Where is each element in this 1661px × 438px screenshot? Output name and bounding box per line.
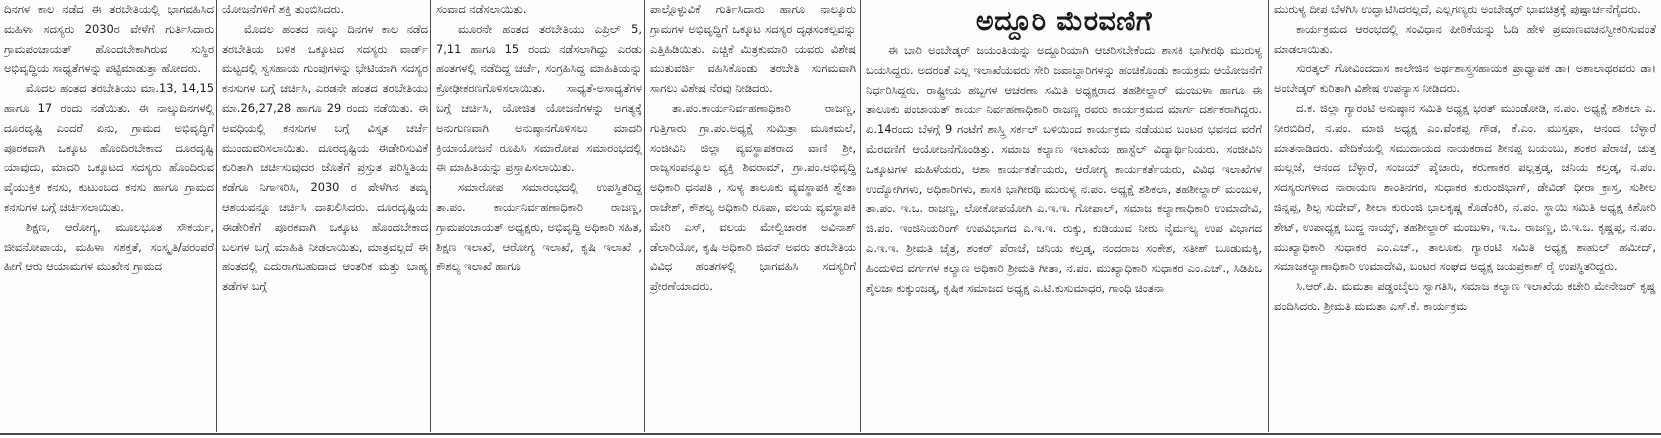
article-column-2 bbox=[222, 0, 428, 434]
paragraph: ಶಿಕ್ಷಣ, ಆರೋಗ್ಯ, ಮೂಲಭೂತ ಸೌಕರ್ಯ, ಜೀವನೋಪಾಯ, ಮಹಿಳಾ ಸಶಕ್ತತೆ, ಸಂಸ್ಕೃತಿ/ಪರಂಪರೆ ಹೀಗೆ ಆರು ಆಯಾಮಗಳ ಮುಖೇನ ಗ್ರಾಮದ bbox=[4, 219, 214, 274]
paragraph: ಸಂವಾದ ನಡೆಸಲಾಯಿತು. bbox=[436, 2, 527, 16]
article-column-1 bbox=[4, 0, 214, 434]
paragraph: ಪಾಲ್ಗೊಳ್ಳುವಿಕೆ ಗುರ್ತಿಸಿದಾರು ಹಾಗೂ ನಾಲ್ಕೂರು ಗ್ರಾಮಗಳ ಅಭಿವೃದ್ಧಿಗೆ ಒಕ್ಕೂಟ ಸದಸ್ಯರ ದೃಢಸಂಕಲ್ಪವನ್ನು ಎತ್ತಿಹಿಡಿಯಿತು. ಎಚ್ಚಿಕೆ ಮಿತ್ರಕುಮಾರಿ ಯವರು ವಿಶೇಷ ಮುತುವರ್ಜಿ ವಹಿಸಿಕೊಂಡು ತರಬೇತಿ ಸುಗಮವಾಗಿ ಸಾಗಲು ವಿಶೇಷ ನೆರವು ನೀಡಿದರು. bbox=[650, 2, 856, 96]
headline: ಅದ್ದೂರಿ ಮೆರವಣಿಗೆ bbox=[975, 6, 1153, 37]
paragraph: ಸುರತ್ಕಲ್ ಗೋವಿಂದದಾಸ ಕಾಲೇಜಿನ ಅರ್ಥಶಾಸ್ತ್ರಸಹಾಯಕ ಪ್ರಾಧ್ಯಾಪಕ ಡಾ। ಅಶಾಲಾಥರವರು ಡಾ। ಅಂಬೇಡ್ಕರ್ ಕುರಿತಾಗಿ ವಿಶೇಷ ಉಪನ್ಯಾಸ ನೀಡಿದರು. bbox=[1274, 61, 1656, 96]
paragraph: ಸಿ.ಆರ್.ಪಿ. ಮಮತಾ ಪಡ್ಡಂಬೈಲು ಸ್ವಾಗತಿಸಿ, ಸಮಾಜ ಕಲ್ಯಾಣ ಇಲಾಖೆಯ ಕಚೇರಿ ಮೇನೇಜರ್ ಕೃಷ್ಣ ವಂದಿಸಿದರು. ಶ್ರೀಮತಿ ಮಮತಾ ಎಸ್.ಕೆ. ಕಾರ್ಯಕ್ರಮ bbox=[1274, 279, 1656, 313]
paragraph: ಈ ಬಾರಿ ಅಂಬೇಡ್ಕರ್ ಜಯಂತಿಯನ್ನು ಅದ್ದೂರಿಯಾಗಿ ಆಚರಿಸಬೇಕೆಂದು ಶಾಸಕಿ ಭಾಗೀರಥಿ ಮುರುಳ್ಯ ಬಯಸಿದ್ದರು. ಅದರಂತೆ ಎಲ್ಲ ಇಲಾಖೆಯವರು ಸೇರಿ ಜವಾಬ್ದಾರಿಗಳನ್ನು ಹಂಚಿಕೊಂಡು ಕಾಯಕ್ರಮ ಆಯೋಜನೆಗೆ ನಿರ್ಧರಿಸಿದ್ದರು. ರಾಷ್ಟ್ರೀಯ ಹಬ್ಬಗಳ ಆಚರಣಾ ಸಮಿತಿ ಅಧ್ಯಕ್ಷರಾದ ತಹಶೀಲ್ದಾರ್ ಮಂಜುಳಾ ಹಾಗೂ ಈ ತಾಲೂಕು ಪಂಚಾಯತ್ ಕಾರ್ಯ ನಿರ್ವಹಣಾಧಿಕಾರಿ ರಾಜಣ್ಣ ರವರು ಕಾರ್ಯಕ್ರಮದ ಮಾರ್ಗ ದರ್ಶಕರಾಗಿದ್ದರು. ಏ.14ರಂದು ಬೆಳಗ್ಗೆ 9 ಗಂಟೆಗೆ ಶಾಸ್ತ್ರಿ ಸರ್ಕಲ್ ಬಳಿಯಿಂದ ಕಾರ್ಯಕ್ರಮ ನಡೆಯುವ ಬಂಟರ ಭವನದ ವರೆಗೆ ಮೆರವಣಿಗೆ ಆಯೋಜನೆಗೊಂಡಿತ್ತು. ಸಮಾಜ ಕಲ್ಯಾಣ ಇಲಾಖೆಯ ಹಾಸ್ಟೆಲ್ ವಿದ್ಯಾರ್ಥಿನಿಯರು. ಸಂಜೀವಿನಿ ಒಕ್ಕೂಟಗಳ ಮಹಿಳೆಯರು, ಆಶಾ ಕಾರ್ಯಕರ್ತೆಯರು, ಆರೋಗ್ಯ ಕಾರ್ಯಕರ್ತೆಯರು, ವಿವಿಧ ಇಲಾಖೆಗಳ ಉದ್ಯೋಗಿಗಳು, ಅಧಿಕಾರಿಗಳು, ಶಾಸಕಿ ಭಾಗೀರಥಿ ಮುರುಳ್ಯ ನ.ಪಂ. ಅಧ್ಯಕ್ಷೆ ಶಶಿಕಲಾ, ತಹಶೀಲ್ದಾರ್ ಮಂಜುಳ, ತಾ.ಪಂ. ಇ.ಒ. ರಾಜಣ್ಣ, ಲೋಕೋಪಯೋಗಿ ಎ.ಇ.ಇ. ಗೋಪಾಲ್, ಸಮಾಜ ಕಲ್ಯಾಣಾಧಿಕಾರಿ ಉಮಾದೇವಿ, ಜಿ.ಪಂ. ಇಂಜಿನಿಯರಿಂಗ್ ಉಪವಿಭಾಗದ ಎ.ಇ.ಇ. ರುಕ್ಕು, ಕುಡಿಯುವ ನೀರು ನೈರ್ಮಲ್ಯ ಉಪ ವಿಭಾಗದ ಎ.ಇ.ಇ. ಶ್ರೀಮತಿ ಚೈತ್ರ, ಶಂಕರ್ ಪೆರಾಜೆ, ಚನಿಯ ಕಲ್ತಡ್ಕ, ನಂದರಾಜ ಸಂಕೇಶ, ಸತೀಶ್ ಬೂಡುಮಕ್ಕಿ, ಹಿಂದುಳಿದ ವರ್ಗಗಳ ಕಲ್ಯಾಣ ಅಧಿಕಾರಿ ಶ್ರೀಮತಿ ಗೀತಾ, ನ.ಪಂ. ಮುಖ್ಯಾಧಿಕಾರಿ ಸುಧಾಕರ ಎಂ.ಎಚ್., ಸಿಡಿಪಿಒ ಶೈಲಜಾ ಕುಕ್ಕುಂಜಡ್ಕ, ಕೃಷಿಕ ಸಮಾಜದ ಅಧ್ಯಕ್ಷ ಎ.ಟಿ.ಕುಸುಮಾಧರ, ಗಾಂಧಿ ಚಿಂತನಾ bbox=[866, 43, 1262, 295]
paragraph: ಮೊದಲ ಹಂತದ ನಾಲ್ಕು ದಿನಗಳ ಕಾಲ ನಡೆದ ತರಬೇತಿಯ ಬಳಿಕ ಒಕ್ಕೂಟದ ಸದಸ್ಯರು ವಾರ್ಡ್ ಮಟ್ಟದಲ್ಲಿ ಸ್ವಸಹಾಯ ಗುಂಪುಗಳನ್ನು ಭೇಟಿಯಾಗಿ ಸದಸ್ಯರ ಕನಸುಗಳ ಬಗ್ಗೆ ಚರ್ಚಿಸಿ, ಎರಡನೇ ಹಂತದ ತರಬೇತಿಯು ಮಾ.26,27,28 ಹಾಗೂ 29 ರಂದು ನಡೆಯಿತು. ಈ ಅವಧಿಯಲ್ಲಿ ಕನಸುಗಳ ಬಗ್ಗೆ ವಿಸ್ತೃತ ಚರ್ಚೆ ಮುಂದುವರಿಸಲಾಯಿತು. ದೂರದೃಷ್ಟಿಯ ಈಡೇರಿಸುವಿಕೆ ಕುರಿತಾಗಿ ಚರ್ಚಿಸುವುದರ ಜೊತೆಗೆ ಪ್ರಸ್ತುತ ಪರಿಸ್ಥಿತಿಯ ಕಡೆಗೂ ನಿಗಾಇರಿಸಿ, 2030 ರ ವೇಳೆಗಿನ ತಮ್ಮ ಆಶಯವನ್ನೂ ಚರ್ಚಿಸಿ ದಾಖಲಿಸಿದರು. ದೂರದೃಷ್ಟಿಯ ಈಡೇರಿಕೆಗೆ ಪೂರಕವಾಗಿ ಒಕ್ಕೂಟ ಹೊಂದಬೇಕಾದ ಬಲಗಳ ಬಗ್ಗೆ ಮಾಹಿತಿ ನೀಡಲಾಯಿತು, ಮಾತ್ರವಲ್ಲದೆ ಈ ಹಂತದಲ್ಲಿ ಎದುರಾಗಬಹುದಾದ ಆಂತರಿಕ ಮತ್ತು ಬಾಹ್ಯ ತಡೆಗಳ ಬಗ್ಗೆ bbox=[222, 21, 428, 294]
article-column-6 bbox=[1274, 0, 1656, 434]
paragraph: ದಿನಗಳ ಕಾಲ ನಡೆದ ಈ ತರಬೇತಿಯಲ್ಲಿ ಭಾಗವಹಿಸಿದ ಮಹಿಳಾ ಸದಸ್ಯರು 2030ರ ವೇಳೆಗೆ ಗುರ್ತಿಸಿದಾರು ಗ್ರಾಮಪಂಚಾಯತ್ ಹೊಂದಬೇಕಾಗಿರುವ ಸುಸ್ಥಿರ ಅಭಿವೃದ್ಧಿಯ ಸಾಧ್ಯತೆಗಳನ್ನು ಪಟ್ಟಿಮಾಡುತ್ತಾ ಹೋದರು. bbox=[4, 2, 214, 76]
column-divider bbox=[430, 0, 431, 432]
paragraph: ಮುರುಳ್ಯ ದೀಪ ಬೆಳಗಿಸಿ ಉದ್ಘಾಟಿಸಿದರಲ್ಲದೆ, ಎಲ್ಲಗಣ್ಯರು ಅಂಬೇಡ್ಕರ್ ಭಾವಚಿತ್ರಕ್ಕೆ ಪುಷ್ಪಾರ್ಚನೆಗೈದರು. bbox=[1274, 2, 1641, 16]
article-column-5 bbox=[866, 41, 1262, 298]
article-column-3 bbox=[436, 0, 642, 434]
article-column-4 bbox=[650, 0, 856, 434]
paragraph: ಸಮಾರೋಪ ಸಮಾರಂಭದಲ್ಲಿ ಉಪಸ್ಥಿತರಿದ್ದ ತಾ.ಪಂ. ಕಾರ್ಯನಿರ್ವಹಣಾಧಿಕಾರಿ ರಾಜಣ್ಣ, ಗ್ರಾಮಪಂಚಾಯತ್ ಅಧ್ಯಕ್ಷರು, ಅಭಿವೃದ್ಧಿ ಅಧಿಕಾರಿ ಸಹಿತ, ಶಿಕ್ಷಣ ಇಲಾಖೆ, ಆರೋಗ್ಯ ಇಲಾಖೆ, ಕೃಷಿ ಇಲಾಖೆ , ಕೌಶಲ್ಯ ಇಲಾಖೆ ಹಾಗೂ bbox=[436, 180, 642, 274]
column-divider bbox=[860, 0, 861, 432]
paragraph: ಮೊದಲ ಹಂತದ ತರಬೇತಿಯು ಮಾ.13, 14,15 ಹಾಗೂ 17 ರಂದು ನಡೆಯಿತು. ಈ ನಾಲ್ಕುದಿನಗಳಲ್ಲಿ ದೂರದೃಷ್ಟಿ ಎಂದರೆ ಏನು, ಗ್ರಾಮದ ಅಭಿವೃದ್ಧಿಗೆ ಪೂರಕವಾಗಿ ಒಕ್ಕೂಟ ಹೊಂದಿರಬೇಕಾದ ದೂರದೃಷ್ಟಿ ಯಾವುದು, ಮಾದರಿ ಒಕ್ಕೂಟದ ಸದಸ್ಯರು ಹೊಂದಿರುವ ವೈಯುಕ್ತಿಕ ಕನಸು, ಕುಟುಂಬದ ಕನಸು ಹಾಗೂ ಗ್ರಾಮದ ಕನಸುಗಳ ಬಗ್ಗೆ ಚರ್ಚಿಸಲಾಯಿತು. bbox=[4, 81, 214, 214]
paragraph: ದ.ಕ. ಜಿಲ್ಲಾ ಗ್ಯಾರಂಟಿ ಅನುಷ್ಠಾನ ಸಮಿತಿ ಅಧ್ಯಕ್ಷ ಭರತ್ ಮುಂಡೋಡಿ, ನ.ಪಂ. ಅಧ್ಯಕ್ಷೆ ಶಶಿಕಲಾ ಎ. ನೀರಬಿದಿರೆ, ನ.ಪಂ. ಮಾಜಿ ಅಧ್ಯಕ್ಷ ಎಂ.ವೆಂಕಪ್ಪ ಗೌಡ, ಕೆ.ಎಂ. ಮುಸ್ತಫಾ, ಆನಂದ ಬೆಳ್ಳಾರೆ ಮಾತನಾಡಿದರು. ವೇದಿಕೆಯಲ್ಲಿ ಸಮುದಾಯದ ನಾಯಕರಾದ ಶೀನಪ್ಪ ಬಯಂಬು, ಶಂಕರ ಪೆರಾಜೆ, ಚುತ್ತ ಮಲ್ಲಜೆ, ಆನಂದ ಬೆಳ್ಳಾರೆ, ಸಂಜಯ್ ಪೈಚಾರು, ಕರುಣಾಕರ ಪಲ್ಲತ್ತಡ್ಕ, ಚನಿಯ ಕಲ್ತಡ್ಕ, ನ.ಪಂ. ಸದಸ್ಯರುಗಳಾದ ನಾರಾಯಣ ಶಾಂತಿನಗರ, ಸುಧಾಕರ ಕುರುಂಜಿಭಾಗ್, ಡೇವಿಡ್ ಧೀರಾ ಕ್ರಾಸ್ತ, ಸುಶೀಲ ಜಿನ್ನಪ್ಪ, ಶಿಲ್ಪ ಸುದೇವ್, ಶೀಲಾ ಕುರುಂಜಿ ಭಾಲಕೃಷ್ಣ ಕೊಡೆಂಕಿರಿ, ನ.ಪಂ. ಸ್ಥಾಯಿ ಸಮಿತಿ ಅಧ್ಯಕ್ಷ ಕಿಶೋರಿ ಶೇಟ್, ಉಪಾಧ್ಯಕ್ಷ ಬುದ್ಧ ನಾಯ್ಕ್, ತಹಶೀಲ್ದಾರ್ ಮಂಜುಳಾ, ಇ.ಒ. ರಾಜಣ್ಣ, ಬಿ.ಇ.ಒ. ಕೃಷ್ಣಪ್ಪ, ನ.ಪಂ. ಮುಖ್ಯಾಧಿಕಾರಿ ಸುಧಾಕರ ಎಂ.ಎಚ್., ತಾಲೂಕು ಗ್ಯಾರಂಟಿ ಸಮಿತಿ ಅಧ್ಯಕ್ಷ ಶಾಹುಲ್ ಹಮೀದ್, ಸಮಾಜಕಲ್ಯಾಣಾಧಿಕಾರಿ ಉಮಾದೇವಿ, ಬಂಟರ ಸಂಘದ ಅಧ್ಯಕ್ಷ ಜಯಪ್ರಕಾಶ್ ರೈ ಉಪಸ್ಥಿತರಿದ್ದರು. bbox=[1274, 100, 1656, 274]
column-divider bbox=[216, 0, 217, 432]
bottom-rule bbox=[0, 433, 1661, 435]
column-divider bbox=[644, 0, 645, 432]
column-divider bbox=[1268, 0, 1269, 432]
paragraph: ಮೂರನೇ ಹಂತದ ತರಬೇತಿಯು ಎಪ್ರಿಲ್ 5, 7,11 ಹಾಗೂ 15 ರಂದು ನಡೆಸಲಾಗಿದ್ದು ಎರಡು ಹಂತಗಳಲ್ಲಿ ನಡೆದಿದ್ದ ಚರ್ಚೆ, ಸಂಗ್ರಹಿಸಿದ್ದ ಮಾಹಿತಿಯನ್ನು ಕ್ರೋಢೀಕರಣಗೊಳಿಸಲಾಯಿತು. ಸಾಧ್ಯತೆ-ಅಸಾಧ್ಯತೆಗಳ ಬಗ್ಗೆ ಚರ್ಚಿಸಿ, ಯೋಜಿತ ಯೋಜನೆಗಳನ್ನು ಅಗತ್ಯಕ್ಕೆ ಅನುಗುಣವಾಗಿ ಅನುಷ್ಠಾನಗೊಳಿಸಲು ಮಾದರಿ ಕ್ರಿಯಾಯೋಜನೆ ರೂಪಿಸಿ ಸಮಾರೋಪ ಸಮಾರಂಭದಲ್ಲಿ ಈ ಮಾಹಿತಿಯನ್ನು ಪ್ರಸ್ತಾಪಿಸಲಾಯಿತು. bbox=[436, 21, 642, 175]
procession-article bbox=[866, 0, 1262, 434]
paragraph: ಕಾರ್ಯಕ್ರಮದ ಆರಂಭದಲ್ಲಿ ಸಂವಿಧಾನ ಪೀಠಿಕೆಯನ್ನು ಓದಿ ಹೇಳಿ ಪ್ರಮಾಣವಚನಸ್ವೀಕರಿಸುವಂತೆ ಮಾಡಲಾಯಿತು. bbox=[1274, 21, 1656, 56]
paragraph: ತಾ.ಪಂ.ಕಾರ್ಯನಿರ್ವಹಣಾಧಿಕಾರಿ ರಾಜಣ್ಣ, ಗುತ್ತಿಗಾರು ಗ್ರಾ.ಪಂ.ಅಧ್ಯಕ್ಷೆ ಸುಮಿತ್ರಾ ಮೂಕಮಲೆ, ಸಂಜೀವಿನಿ ಜಿಲ್ಲಾ ವ್ಯವಸ್ಥಾಪಕರಾದ ವಾಣಿ ಶ್ರೀ, ರಾಜ್ಯಸಂಪನ್ಮೂಲ ವ್ಯಕ್ತಿ ಶಿವರಾಮ್, ಗ್ರಾ.ಪಂ.ಅಭಿವೃದ್ಧಿ ಅಧಿಕಾರಿ ಧನಪತಿ , ಸುಳ್ಯ ತಾಲೂಕು ವ್ಯವಸ್ಥಾಪಕಿ ಶ್ವೇತಾ ರಾಜೇಶ್, ಕೌಶಲ್ಯ ಅಧಿಕಾರಿ ರೂಪಾ, ವಲಯ ವ್ಯವಸ್ಥಾಪಕಿ ಮೇರಿ ಎಸ್, ವಲಯ ಮೇಲ್ವಿಚಾರಕ ಅವಿನಾಶ್ ಡೆಲಾರಿಯೋ, ಕೃಷಿ ಅಧಿಕಾರಿ ಜಿವನ್ ಅವರು ತರಬೇತಿಯ ವಿವಿಧ ಹಂತಗಳಲ್ಲಿ ಭಾಗವಹಿಸಿ ಸದಸ್ಯರಿಗೆ ಪ್ರೇರಣೆಯಾದರು. bbox=[650, 100, 856, 294]
paragraph: ಯೋಜನೆಗಳಿಗೆ ಶಕ್ತಿ ತುಂಬಿಸಿದರು. bbox=[222, 2, 344, 16]
